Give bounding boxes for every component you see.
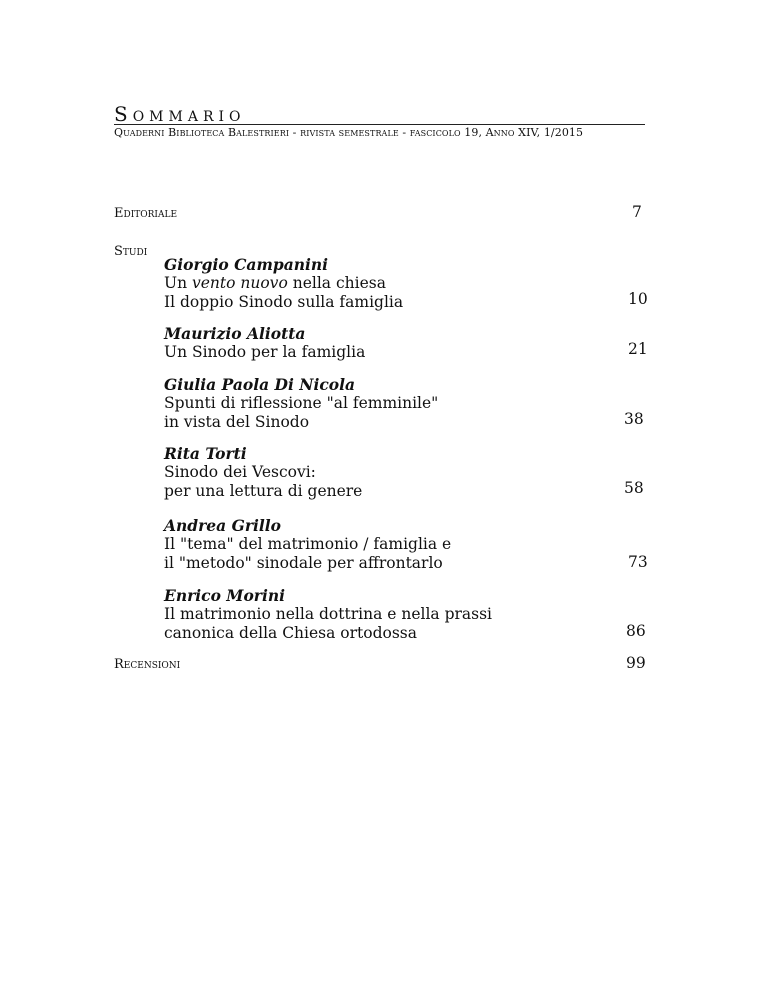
page-number-editoriale: 7 [632,203,642,221]
page-number: 86 [626,622,646,640]
entry-title-line: Il matrimonio nella dottrina e nella prassi [164,605,493,623]
toc-entry-morini [164,586,492,643]
page-title: Sommario [114,102,246,126]
section-studi: Studi [114,244,148,259]
page-number: 21 [628,340,648,358]
entry-title-line: Un vento nuovo nella chiesa [164,274,386,292]
toc-entry-campanini [164,255,403,312]
entry-title-line: in vista del Sinodo [164,413,310,431]
entry-title-line: Il doppio Sinodo sulla famiglia [164,293,404,311]
entry-author: Rita Torti [164,444,247,463]
entry-title-line: Sinodo dei Vescovi: [164,463,316,481]
toc-entry-grillo [164,516,451,573]
entry-title-line: Spunti di riflessione "al femminile" [164,394,439,412]
entry-author: Enrico Morini [164,586,286,605]
entry-title-line: Il "tema" del matrimonio / famiglia e [164,535,452,553]
entry-author: Giulia Paola Di Nicola [164,375,356,394]
toc-entry-aliotta [164,324,365,362]
page-number-recensioni: 99 [626,654,646,672]
entry-author: Maurizio Aliotta [164,324,306,343]
entry-title-line: canonica della Chiesa ortodossa [164,624,418,642]
page-number: 58 [624,479,644,497]
header-divider [114,124,645,125]
journal-subtitle: Quaderni Biblioteca Balestrieri - rivista semestrale - fascicolo 19, Anno XIV, 1/2015 [114,126,584,139]
entry-author: Giorgio Campanini [164,255,329,274]
entry-title-line: Un Sinodo per la famiglia [164,343,366,361]
toc-entry-torti [164,444,362,501]
page-number: 10 [628,290,648,308]
section-recensioni: Recensioni [114,657,181,672]
page-number: 38 [624,410,644,428]
entry-author: Andrea Grillo [164,516,282,535]
section-editoriale: Editoriale [114,206,178,221]
entry-title-line: il "metodo" sinodale per affrontarlo [164,554,443,572]
toc-entry-di-nicola [164,375,438,432]
entry-title-line: per una lettura di genere [164,482,363,500]
page-number: 73 [628,553,648,571]
